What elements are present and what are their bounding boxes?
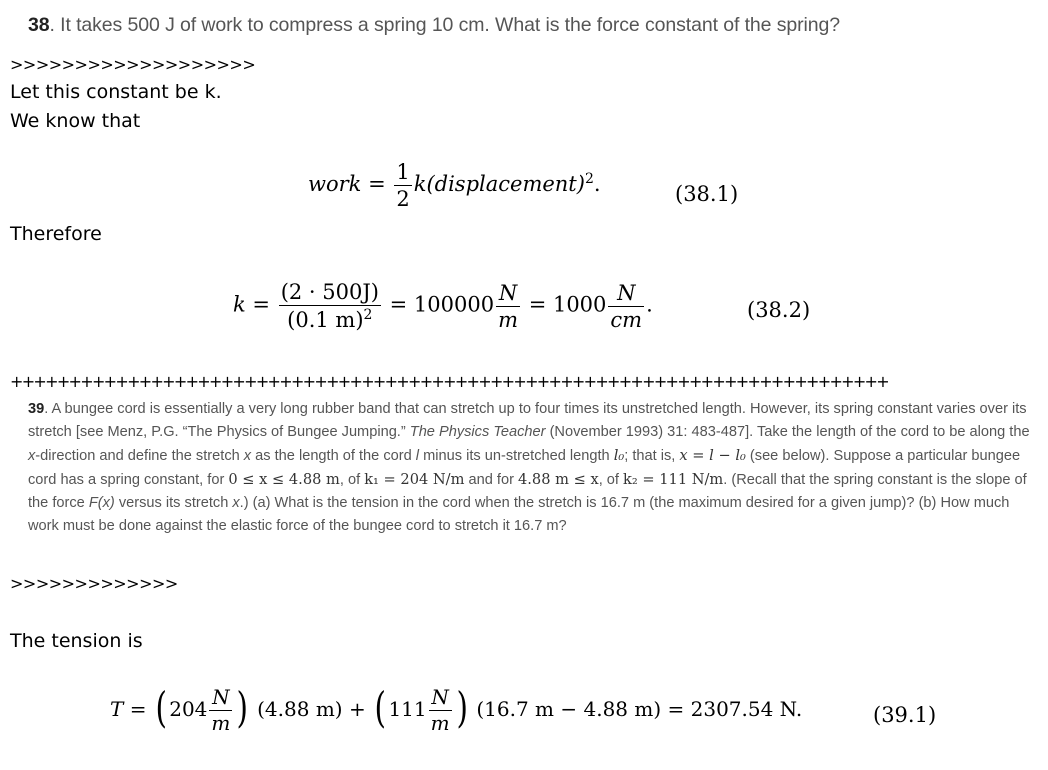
math-inline: k₁ = 204 N/m xyxy=(364,471,465,488)
equation-38-1 xyxy=(308,160,601,211)
equation-term: work xyxy=(308,172,362,197)
text-line: We know that xyxy=(10,110,141,132)
question-text: .) (a) What is the tension in the cord when the stretch is 16.7 m (the maximum desired for a given jump)? (b) How much work must be done against the elastic force of the bungee cord to stretch it 16.7 m? xyxy=(28,495,1010,534)
variable: x xyxy=(243,448,252,464)
equation-39-1 xyxy=(110,682,803,735)
equation-term: k xyxy=(233,292,246,317)
question-text: -direction and define the stretch xyxy=(35,448,244,464)
math-inline: x = l − l₀ xyxy=(679,447,746,464)
question-text: (see below). Suppose a particular bungee cord has a spring constant, for xyxy=(28,448,1021,488)
fraction: $\frac{N}{m}$ xyxy=(211,685,231,735)
equation-term: = xyxy=(361,172,393,197)
fraction: $\frac{N}{m}$ xyxy=(498,280,519,332)
separator-arrows: >>>>>>>>>>>>>>>>>>> xyxy=(10,55,256,74)
math-inline: l₀ xyxy=(613,447,625,464)
math-inline: 4.88 m ≤ x xyxy=(517,471,599,488)
question-39 xyxy=(28,398,1038,538)
equation-38-2 xyxy=(233,280,653,332)
text-line: The tension is xyxy=(10,630,143,652)
parenthesis: ) xyxy=(456,682,468,732)
variable: x xyxy=(232,495,240,511)
parenthesis: ( xyxy=(155,682,167,732)
parenthesis: ( xyxy=(374,682,386,732)
question-text: (November 1993) 31: 483-487]. Take the length of the cord to be along the xyxy=(545,424,1030,440)
question-number: 38 xyxy=(28,14,50,36)
equation-term: (16.7 m − 4.88 m) = 2307.54 N. xyxy=(470,697,803,721)
equation-term: 204 xyxy=(169,697,208,721)
equation-label: (38.1) xyxy=(675,182,739,206)
exponent: 2 xyxy=(584,171,594,188)
journal-title: The Physics Teacher xyxy=(409,424,546,440)
equation-label: (39.1) xyxy=(873,703,937,727)
equation-term: T xyxy=(110,697,124,721)
question-text: . A bungee cord is essentially a very long rubber band that can stretch up to four times its unstretched length. However, its spring constant varies over its stretch [see Menz, P.G. “The Physics of Bungee Jumping.” xyxy=(28,401,1027,440)
question-text: . (Recall that the spring constant is the slope of the force xyxy=(28,472,1027,511)
text-line: Therefore xyxy=(10,223,102,245)
fraction: $\frac{N}{m}$ xyxy=(430,685,450,735)
parenthesis: ) xyxy=(236,682,249,732)
fraction: $\frac{1}{2}$ xyxy=(396,160,410,212)
question-text: and for xyxy=(464,472,518,488)
question-text: , of xyxy=(598,472,624,488)
question-text: versus its stretch xyxy=(114,495,233,511)
equation-term: (4.88 m) + xyxy=(250,697,373,721)
question-text: as the length of the cord xyxy=(251,448,416,464)
variable: l xyxy=(415,448,420,464)
question-text: , of xyxy=(339,472,365,488)
separator-plus: +++++++++++++++++++++++++++++++++++++++++++++++++++++++++++++++++++++++++++ xyxy=(10,372,888,391)
equation-term: = 1000 xyxy=(522,292,607,317)
equation-term: . xyxy=(646,292,653,317)
question-text: ; that is, xyxy=(624,448,680,464)
equation-term: = xyxy=(245,292,277,317)
variable: x xyxy=(28,448,36,464)
equation-term: . xyxy=(593,172,601,197)
equation-term: = xyxy=(123,697,153,721)
equation-term: = 100000 xyxy=(382,292,495,317)
question-text: minus its un-stretched length xyxy=(419,448,614,464)
question-text: . It takes 500 J of work to compress a spring 10 cm. What is the force constant of the spring? xyxy=(49,14,840,36)
separator-arrows: >>>>>>>>>>>>> xyxy=(10,574,178,593)
equation-term: k(displacement) xyxy=(413,172,585,197)
fraction: $\frac{N}{cm}$ xyxy=(610,280,643,332)
variable: F(x) xyxy=(88,495,115,511)
math-inline: k₂ = 111 N/m xyxy=(623,471,724,488)
question-number: 39 xyxy=(28,401,45,417)
text-line: Let this constant be k. xyxy=(10,81,222,103)
equation-label: (38.2) xyxy=(747,298,811,322)
equation-term: 111 xyxy=(388,697,427,721)
math-inline: 0 ≤ x ≤ 4.88 m xyxy=(228,471,340,488)
fraction: $\frac{(2 \cdot 500J)}{(0.1 m)^2}$ xyxy=(280,280,379,333)
question-38 xyxy=(28,14,840,37)
